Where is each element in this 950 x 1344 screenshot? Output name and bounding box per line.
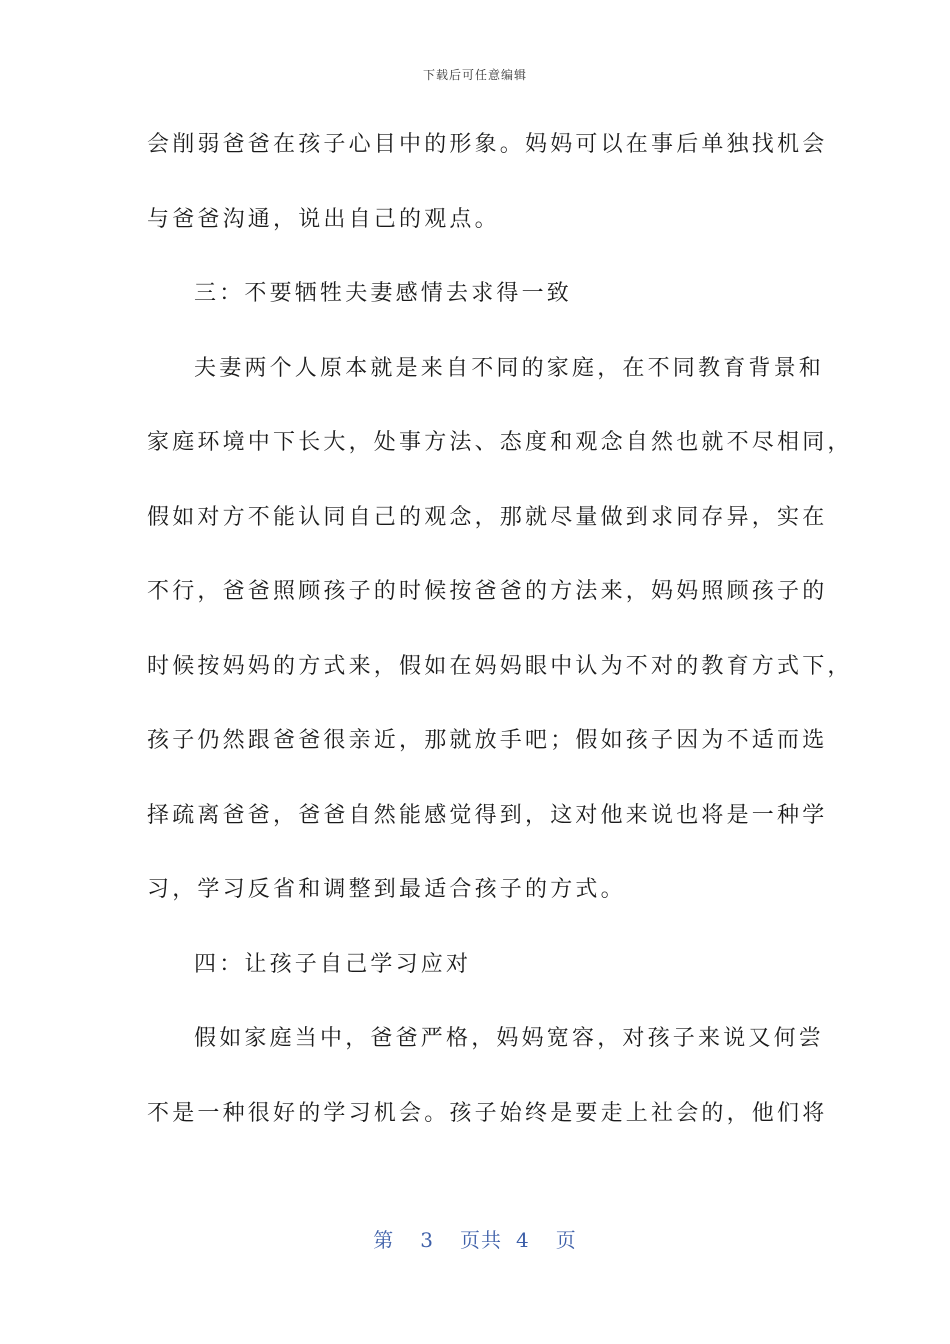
paragraph-start-line: 假如家庭当中，爸爸严格，妈妈宽容，对孩子来说又何尝	[194, 1026, 825, 1051]
body-line: 时候按妈妈的方式来，假如在妈妈眼中认为不对的教育方式下，	[147, 653, 853, 679]
page-suffix: 页	[555, 1228, 577, 1252]
body-line: 不是一种很好的学习机会。孩子始终是要走上社会的，他们将	[147, 1100, 828, 1126]
body-line: 不行，爸爸照顾孩子的时候按爸爸的方法来，妈妈照顾孩子的	[147, 579, 828, 604]
current-page-number: 3	[420, 1228, 434, 1252]
body-line: 家庭环境中下长大，处事方法、态度和观念自然也就不尽相同，	[147, 430, 853, 455]
body-line: 假如对方不能认同自己的观念，那就尽量做到求同存异，实在	[147, 504, 828, 530]
total-pages-number: 4	[516, 1228, 530, 1252]
body-line: 择疏离爸爸，爸爸自然能感觉得到，这对他来说也将是一种学	[147, 802, 828, 828]
body-line: 会削弱爸爸在孩子心目中的形象。妈妈可以在事后单独找机会	[147, 132, 828, 157]
page-mid: 页共	[460, 1228, 502, 1252]
section-heading: 四：让孩子自己学习应对	[194, 951, 472, 977]
page-prefix: 第	[373, 1228, 395, 1252]
page-header: 下载后可任意编辑	[422, 68, 527, 82]
body-line: 习，学习反省和调整到最适合孩子的方式。	[147, 877, 626, 902]
paragraph-start-line: 夫妻两个人原本就是来自不同的家庭，在不同教育背景和	[194, 355, 825, 381]
document-body	[147, 122, 853, 1165]
section-heading: 三：不要牺牲夫妻感情去求得一致	[194, 281, 573, 306]
body-line: 孩子仍然跟爸爸很亲近，那就放手吧；假如孩子因为不适而选	[147, 728, 828, 753]
body-line: 与爸爸沟通，说出自己的观点。	[147, 206, 500, 232]
page-footer	[0, 1224, 950, 1253]
